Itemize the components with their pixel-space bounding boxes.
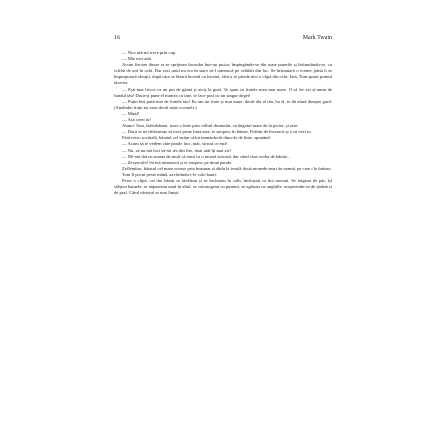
- paragraph: — Nu, să nu mă faci să-mi ies din fire, doar atât îți mai zic!: [122, 147, 232, 153]
- paragraph: Peste o clipă, cei doi băieți se tăvăleau și se încleștau în colb, încleștați ca doi motani. Se trăgeau de păr, își sfâșiau hainele, se năpusteau unul în altul, se cotonogeau cu pumnii, se zgâriau cu unghiile, acoperindu-se de țărână și de praf. Când vârtejul se mai liniști: [114, 177, 332, 196]
- paragraph: — Așa crezi tu!: [122, 117, 151, 123]
- paragraph: — Dacă ai ne'chibzuința să treci peste linia asta, te snopesc în bătaie. Poftim de încearcă și o să vezi tu.: [122, 129, 312, 135]
- page-number: 16: [114, 35, 120, 41]
- paragraph: — Acum să te vedem câte parale faci, măi, stricat ce ești!: [122, 141, 228, 147]
- paragraph: — Minți!: [122, 110, 140, 116]
- page-header: [114, 34, 332, 44]
- paragraph: — Nici mă-mi trece prin cap.: [122, 50, 177, 55]
- paragraph: — Zevzecule! Să mă uimească și te snopesc pe două parale.: [122, 159, 233, 165]
- paragraph: Zeflemitor, băiatul cel mare scoase prin buzunar și dădu la iveală două monede mari de aramă, pe care i le întinse.: [122, 165, 332, 171]
- body-text: [114, 50, 332, 395]
- paragraph: — Mi-am dat eu seama de mult că tomi ca o moară stricată, dar când vine vorba de bătaie...: [122, 153, 291, 159]
- paragraph: Acum fiecare dintre ei se sprijinea încordat într-un picior, împingându-se din toate puterile și înfruntându-se, cu scîrbă de ură în ochi. Dar nici unul nu era în stare să-l urnească pe celălalt din loc. Se înfruntară o vreme, până li se împurpurară obrajii, după care se lăsară încetul cu încetul, fără a se pierde nici o clipă din ochi. Iată, Tom spuse primul tăcerea.: [114, 62, 332, 86]
- paragraph: — Puțin îmi pasă mie de fratele tău! Eu am un frate și mai mare, decât ăla al tău, ba el, te dă afară dinspre gard. (Amândoi frații nu erau decât niște scorneli.): [114, 98, 332, 110]
- paragraph: Fără nicio șovăială, băiatul cel străin călcă numaidecât dincolo de linie, spunând:: [122, 135, 271, 141]
- paragraph: Tom îl pocni peste mână, azvârlindu-i-le colo banii.: [122, 171, 217, 177]
- paragraph: Atunci Tom, înfierbântat, trase o linie prin colbul drumului, cu degetul mare de la picior, și zise:: [122, 123, 299, 129]
- paragraph: — Ești mai fricos ca un pui de găină și aiciș la gură. Te spun cu fratele meu mai mare. O să fie vai și-amar de fundul tău! Dacă-și pune el mintea cu tine, te face praf cu un singur deget!: [114, 86, 332, 98]
- running-title: Mark Twain: [302, 35, 332, 41]
- paragraph: — Mie nici atât.: [122, 56, 153, 62]
